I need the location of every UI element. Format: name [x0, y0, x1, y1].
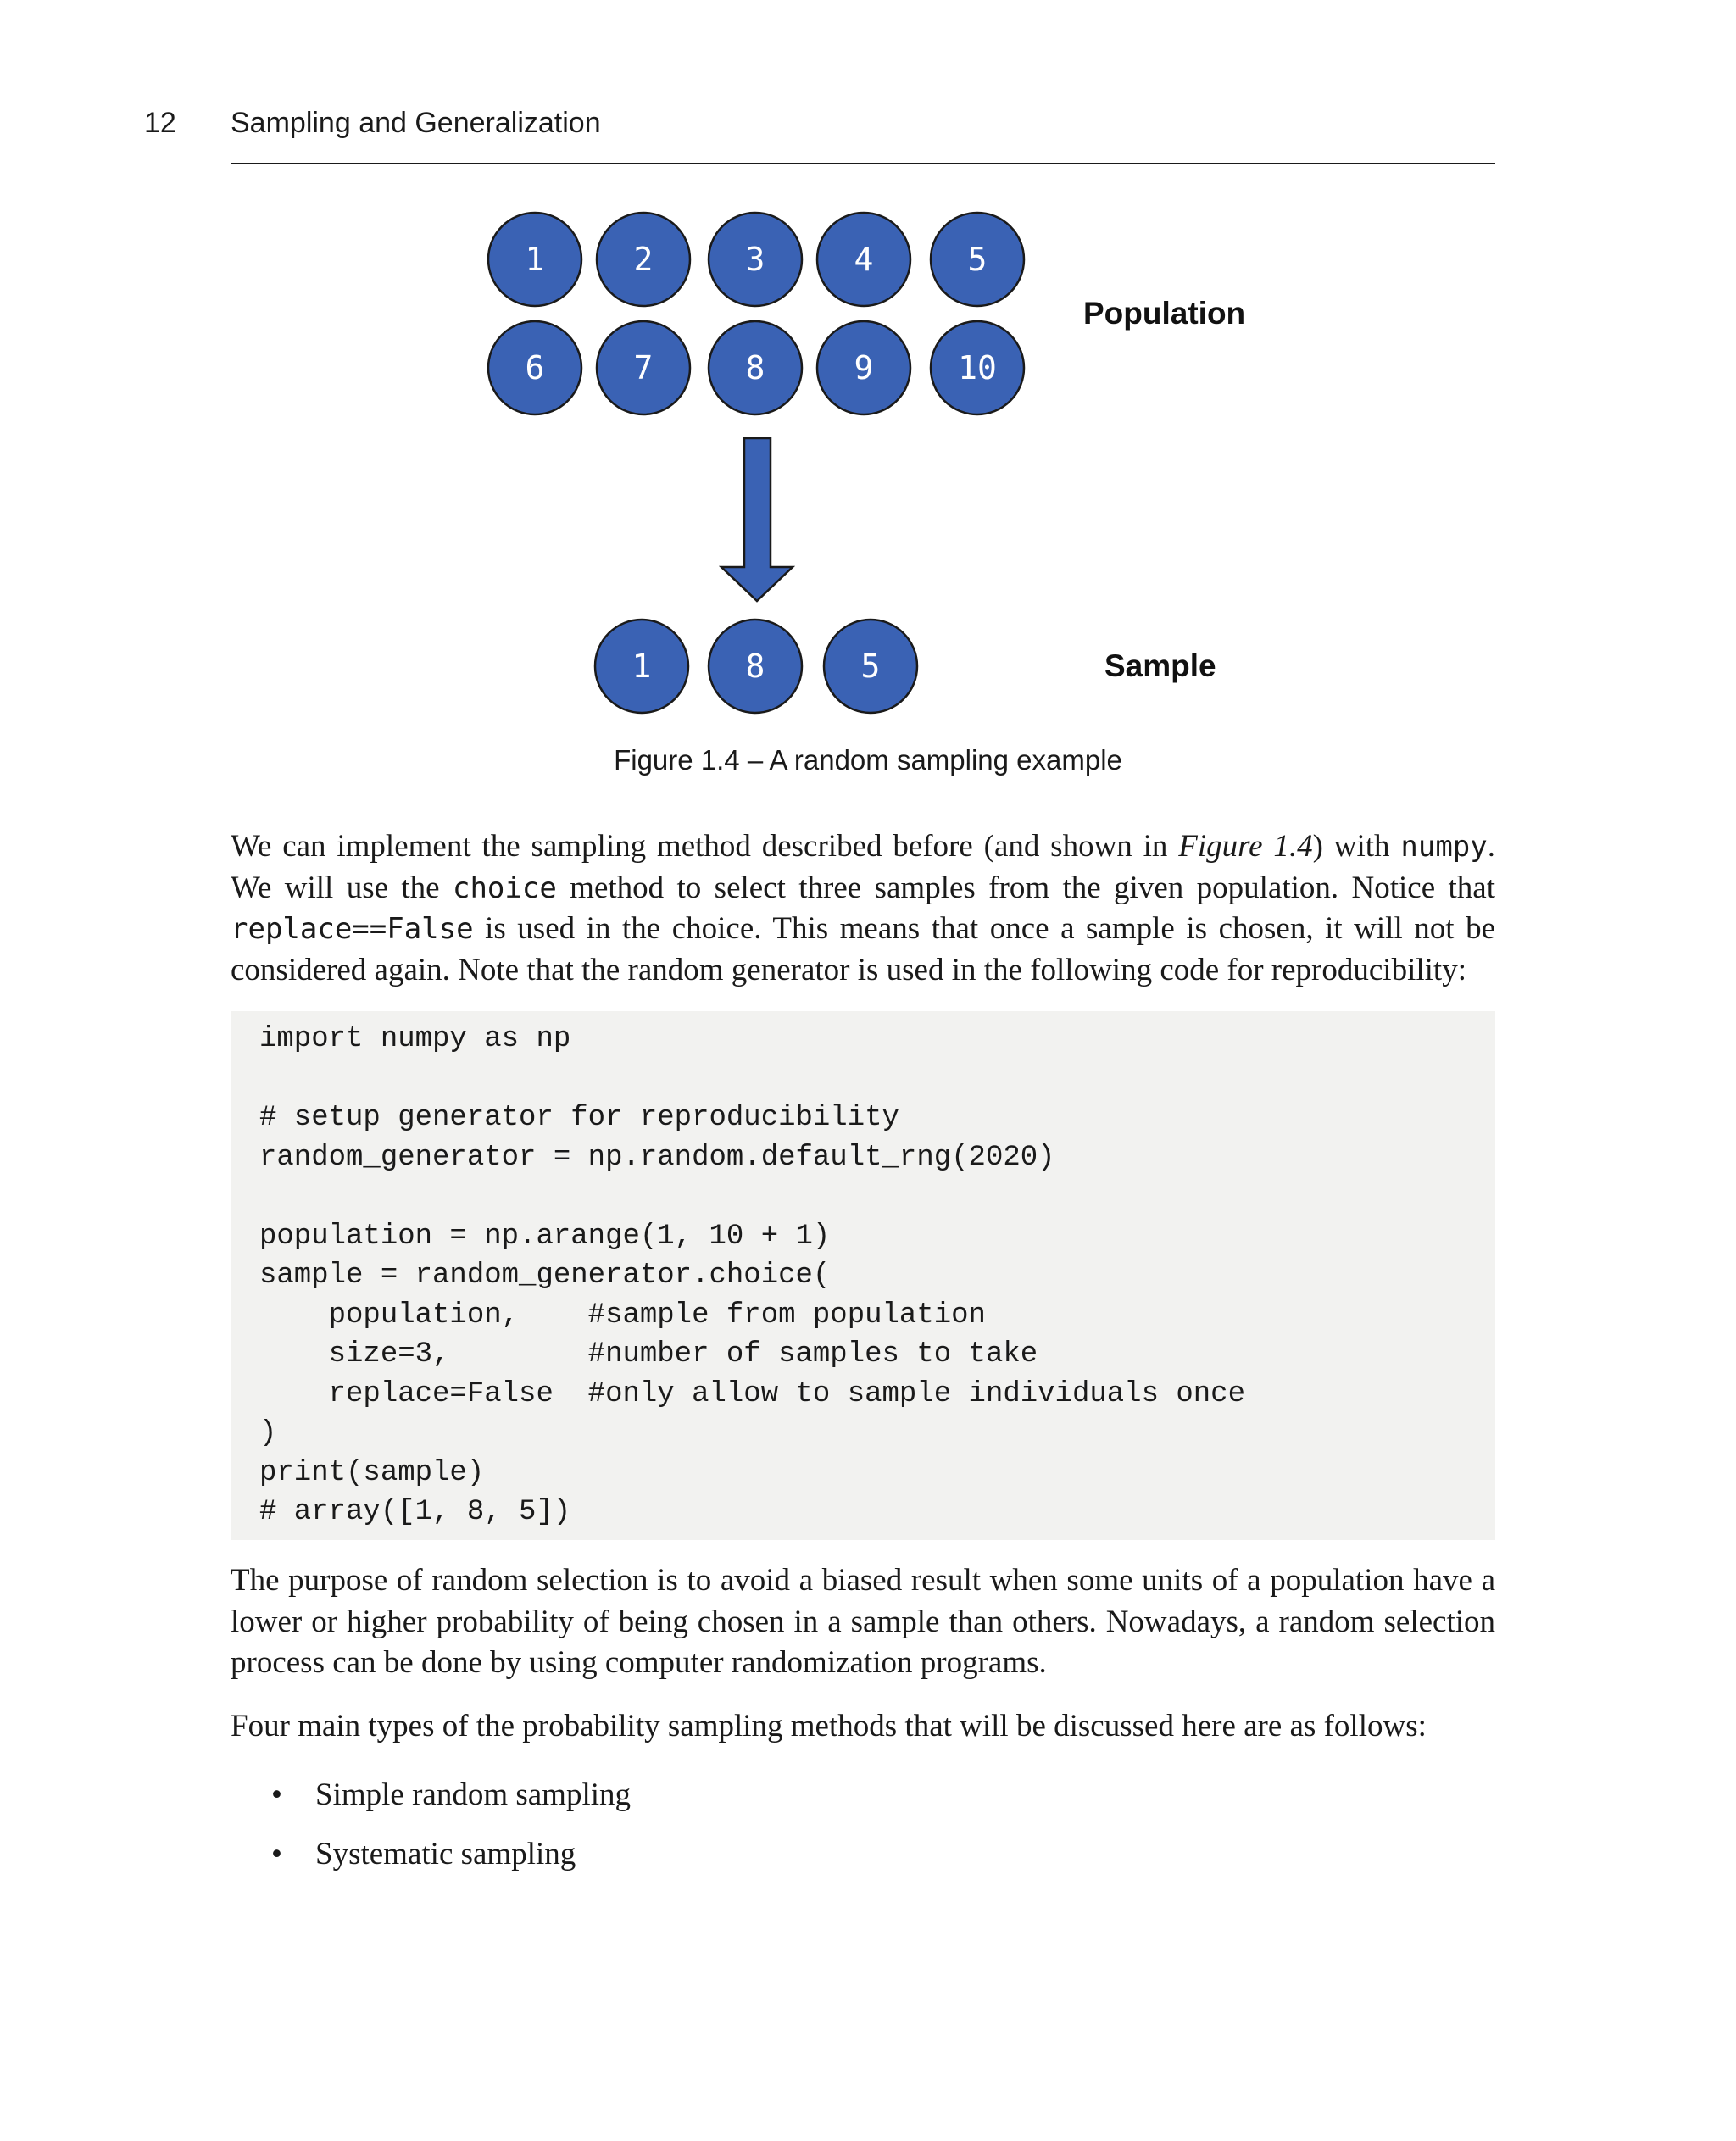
inline-code-replace: replace==False — [231, 912, 474, 946]
population-node — [597, 321, 690, 414]
figure-reference: Figure 1.4 — [1178, 829, 1313, 864]
population-node — [488, 321, 581, 414]
para1-text-2: ) with — [1312, 829, 1401, 864]
node-label: 7 — [633, 349, 654, 386]
population-label: Population — [1083, 296, 1246, 331]
sample-label: Sample — [1104, 648, 1216, 683]
node-label: 2 — [633, 241, 654, 278]
node-label: 4 — [854, 241, 874, 278]
para1-text-1: We can implement the sampling method described before (and shown in — [231, 829, 1179, 864]
inline-code-choice: choice — [452, 870, 557, 905]
node-label: 10 — [958, 349, 997, 386]
node-label: 8 — [745, 648, 765, 685]
node-label: 6 — [525, 349, 545, 386]
node-label: 8 — [745, 349, 765, 386]
list-item-text: Simple random sampling — [315, 1777, 632, 1812]
population-node — [931, 321, 1024, 414]
figure-caption: Figure 1.4 – A random sampling example — [614, 744, 1122, 776]
node-label: 1 — [525, 241, 545, 278]
para1-text-4: method to select three samples from the given population. Notice that — [556, 870, 1495, 905]
para1-text-3: . We will use the — [231, 829, 1495, 905]
population-node — [931, 213, 1024, 306]
down-arrow — [721, 438, 793, 601]
paragraph-random-selection: The purpose of random selection is to avoid a biased result when some units of a population have a lower or higher probability of being chosen in a sample than others. Nowadays, a random selection process can be done by using computer randomization programs. — [231, 1563, 1495, 1680]
node-label: 1 — [632, 648, 652, 685]
node-label: 5 — [967, 241, 988, 278]
code-listing: import numpy as np # setup generator for reproducibility random_generator = np.random.default_rng(2020) population = np.arange(1, 10 + 1) sample = random_generator.choice( population, #sample from population size=3, #number of samples to take replace=False #only allow to sample individuals once ) print(sample) # array([1, 8, 5]) — [259, 1023, 1245, 1528]
population-node — [817, 321, 910, 414]
sample-node — [709, 620, 802, 713]
paragraph-four-types: Four main types of the probability sampling methods that will be discussed here are as follows: — [231, 1709, 1427, 1743]
node-label: 5 — [860, 648, 881, 685]
population-node — [488, 213, 581, 306]
page-number: 12 — [144, 107, 176, 139]
sample-node — [824, 620, 917, 713]
sample-nodes — [595, 620, 917, 713]
running-title: Sampling and Generalization — [231, 107, 601, 139]
population-node — [709, 321, 802, 414]
population-node — [709, 213, 802, 306]
sampling-diagram — [0, 0, 1736, 763]
sampling-figure — [0, 0, 1736, 763]
bullet-icon: • — [271, 1837, 282, 1871]
paragraph-intro — [231, 826, 1495, 991]
code-block — [231, 1011, 1495, 1540]
node-label: 3 — [745, 241, 765, 278]
population-nodes — [488, 213, 1024, 414]
para1-text-5: is used in the choice. This means that once a sample is chosen, it will not be considered again. Note that the random generator is used in the following code for reproducibility: — [231, 911, 1495, 987]
population-node — [597, 213, 690, 306]
bullet-icon: • — [271, 1777, 282, 1812]
inline-code-numpy: numpy — [1400, 830, 1488, 864]
list-item-text: Systematic sampling — [315, 1837, 576, 1871]
node-label: 9 — [854, 349, 874, 386]
sample-node — [595, 620, 688, 713]
population-node — [817, 213, 910, 306]
